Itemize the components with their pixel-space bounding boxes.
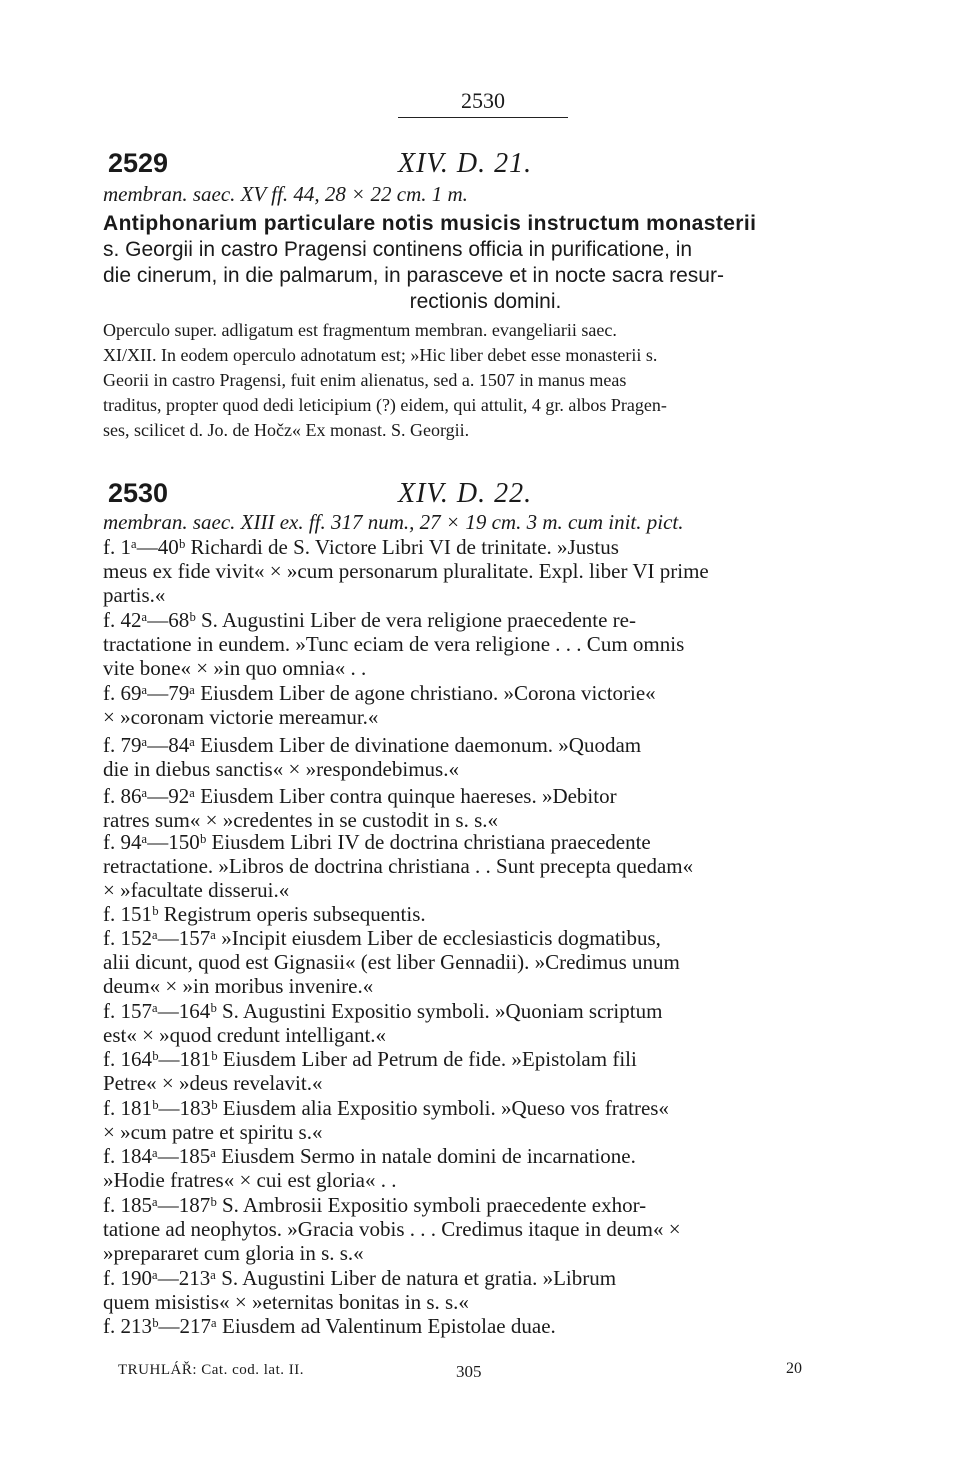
shelf-signature: XIV. D. 21.: [398, 148, 533, 179]
entry-2530-content-line: f. 79ᵃ—84ᵃ Eiusdem Liber de divinatione daemonum. »Quodam: [103, 733, 642, 757]
entry-2530-content-line: f. 190ᵃ—213ᵃ S. Augustini Liber de natura et gratia. »Librum: [103, 1266, 617, 1290]
shelf-signature: XIV. D. 22.: [398, 478, 533, 509]
entry-2529-note-line: Operculo super. adligatum est fragmentum membran. evangeliarii saec.: [103, 320, 617, 340]
entry-2530-content-line: f. 164ᵇ—181ᵇ Eiusdem Liber ad Petrum de fide. »Epistolam fili: [103, 1047, 637, 1071]
entry-2530-content-line: »Hodie fratres« × cui est gloria« . .: [103, 1168, 397, 1192]
entry-2530-content-line: retractatione. »Libros de doctrina christiana . . Sunt precepta quedam«: [103, 854, 694, 878]
sheet-number: 20: [786, 1360, 802, 1377]
entry-2530-heading: [108, 478, 868, 512]
footer-signature-mark: TRUHLÁŘ: Cat. cod. lat. II.: [118, 1362, 304, 1378]
entry-2530-content-line: f. 42ᵃ—68ᵇ S. Augustini Liber de vera religione praecedente re-: [103, 608, 636, 632]
entry-2530-content-line: partis.«: [103, 583, 166, 607]
entry-2530-content-line: f. 69ᵃ—79ᵃ Eiusdem Liber de agone christiano. »Corona victorie«: [103, 681, 656, 705]
entry-2530-content-line: f. 86ᵃ—92ᵃ Eiusdem Liber contra quinque haereses. »Debitor: [103, 784, 617, 808]
entry-2530-content-line: f. 184ᵃ—185ᵃ Eiusdem Sermo in natale domini de incarnatione.: [103, 1144, 636, 1168]
entry-2529-physical-description: membran. saec. XV ff. 44, 28 × 22 cm. 1 m.: [103, 182, 468, 206]
entry-2530-content-line: die in diebus sanctis« × »respondebimus.«: [103, 757, 459, 781]
entry-2530-physical-description: membran. saec. XIII ex. ff. 317 num., 27 × 19 cm. 3 m. cum init. pict.: [103, 510, 684, 534]
entry-2530-content-line: f. 152ᵃ—157ᵃ »Incipit eiusdem Liber de ecclesiasticis dogmatibus,: [103, 926, 661, 950]
entry-2530-content-line: f. 213ᵇ—217ᵃ Eiusdem ad Valentinum Epistolae duae.: [103, 1314, 556, 1338]
entry-2530-content-line: quem misistis« × »eternitas bonitas in s. s.«: [103, 1290, 469, 1314]
entry-2530-content-line: tatione ad neophytos. »Gracia vobis . . . Credimus itaque in deum« ×: [103, 1217, 681, 1241]
entry-2530-content-line: f. 181ᵇ—183ᵇ Eiusdem alia Expositio symboli. »Queso vos fratres«: [103, 1096, 669, 1120]
entry-2530-content-line: tractatione in eundem. »Tunc eciam de vera religione . . . Cum omnis: [103, 632, 685, 656]
entry-2529-note-line: Georii in castro Pragensi, fuit enim alienatus, sed a. 1507 in manus meas: [103, 370, 627, 390]
entry-2530-content-line: f. 94ᵃ—150ᵇ Eiusdem Libri IV de doctrina christiana praecedente: [103, 830, 651, 854]
entry-number: 2530: [108, 478, 169, 508]
entry-2529-text-line: die cinerum, in die palmarum, in parasceve et in nocte sacra resur-: [103, 264, 724, 287]
entry-2530-content-line: × »coronam victorie mereamur.«: [103, 705, 379, 729]
entry-2529-note-line: ses, scilicet d. Jo. de Hočz« Ex monast. S. Georgii.: [103, 420, 470, 440]
entry-2529-text-line: Antiphonarium particulare notis musicis instructum monasterii: [103, 212, 757, 235]
entry-2530-content-line: Petre« × »deus revelavit.«: [103, 1071, 323, 1095]
entry-2530-content-line: × »facultate disserui.«: [103, 878, 290, 902]
entry-2530-content-line: f. 185ᵃ—187ᵇ S. Ambrosii Expositio symboli praecedente exhor-: [103, 1193, 647, 1217]
entry-2530-content-line: »prepararet cum gloria in s. s.«: [103, 1241, 364, 1265]
entry-2530-content-line: vite bone« × »in quo omnia« . .: [103, 656, 367, 680]
entry-2530-content-line: meus ex fide vivit« × »cum personarum pluralitate. Expl. liber VI prime: [103, 559, 709, 583]
entry-2530-content-line: deum« × »in moribus invenire.«: [103, 974, 374, 998]
entry-2529-note-line: XI/XII. In eodem operculo adnotatum est; »Hic liber debet esse monasterii s.: [103, 345, 658, 365]
entry-2529-note-line: traditus, propter quod dedi leticipium (?) eidem, qui attulit, 4 gr. albos Pragen-: [103, 395, 667, 415]
page-number: 305: [456, 1362, 482, 1381]
entry-number: 2529: [108, 148, 169, 178]
running-head: 2530: [461, 88, 505, 113]
entry-2530-content-line: f. 1ᵃ—40ᵇ Richardi de S. Victore Libri VI de trinitate. »Justus: [103, 535, 619, 559]
entry-2529-text-line: rectionis domini.: [409, 290, 562, 313]
entry-2530-content-line: f. 151ᵇ Registrum operis subsequentis.: [103, 902, 426, 926]
entry-2530-content-line: f. 157ᵃ—164ᵇ S. Augustini Expositio symboli. »Quoniam scriptum: [103, 999, 663, 1023]
entry-2530-content-line: × »cum patre et spiritu s.«: [103, 1120, 323, 1144]
entry-2530-content-line: est« × »quod credunt intelligant.«: [103, 1023, 387, 1047]
entry-2530-content-line: alii dicunt, quod est Gignasii« (est liber Gennadii). »Credimus unum: [103, 950, 680, 974]
entry-2529-heading: [108, 148, 868, 182]
entry-2529-text-line: s. Georgii in castro Pragensi continens officia in purificatione, in: [103, 238, 693, 261]
entry-2530-content-line: ratres sum« × »credentes in se custodit in s. s.«: [103, 808, 499, 832]
running-head-rule: [398, 117, 568, 118]
